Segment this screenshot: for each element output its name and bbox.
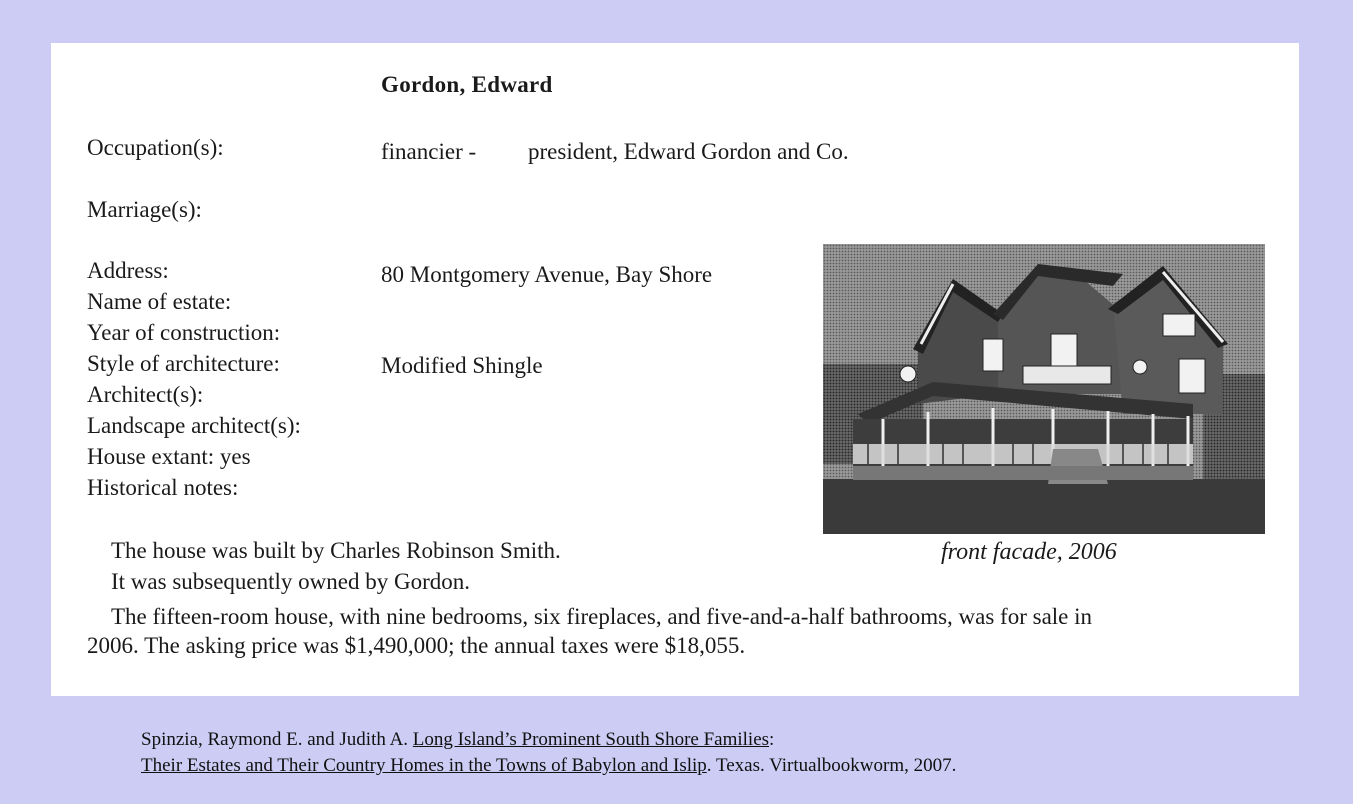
house-photo <box>823 244 1265 534</box>
occupation-label: Occupation(s): <box>87 135 224 160</box>
occupation-value-2: president, Edward Gordon and Co. <box>528 139 849 164</box>
occupation-value-1: financier - <box>381 139 477 164</box>
address-label: Address: <box>87 258 169 283</box>
year-label: Year of construction: <box>87 320 281 345</box>
landscape-label: Landscape architect(s): <box>87 413 301 438</box>
notes-line-3: The fifteen-room house, with nine bedrooms, six fireplaces, and five-and-a-half bathrooms, was for sale in <box>111 604 1093 629</box>
architect-label: Architect(s): <box>87 382 204 407</box>
citation-title-part-2: Their Estates and Their Country Homes in the Towns of Babylon and Islip <box>141 755 707 776</box>
address-value: 80 Montgomery Avenue, Bay Shore <box>381 262 713 287</box>
style-value: Modified Shingle <box>381 353 543 378</box>
photo-caption: front facade, 2006 <box>941 539 1117 565</box>
citation-title-part-1: Long Island’s Prominent South Shore Families <box>412 729 770 750</box>
marriage-label: Marriage(s): <box>87 197 202 222</box>
style-label: Style of architecture: <box>87 351 280 376</box>
citation-publisher: . Texas. Virtualbookworm, 2007. <box>706 755 957 776</box>
notes-label: Historical notes: <box>87 475 239 500</box>
notes-line-1: The house was built by Charles Robinson Smith. <box>111 538 561 563</box>
house-photo-icon <box>823 244 1265 534</box>
citation-authors: Spinzia, Raymond E. and Judith A. <box>141 729 413 750</box>
extant-label: House extant: yes <box>87 444 251 469</box>
citation-colon: : <box>769 729 775 750</box>
citation <box>141 727 956 779</box>
notes-line-4: 2006. The asking price was $1,490,000; the annual taxes were $18,055. <box>87 633 746 658</box>
estate-label: Name of estate: <box>87 289 232 314</box>
citation-line-1 <box>141 727 956 753</box>
document-card <box>51 43 1299 696</box>
entry-name: Gordon, Edward <box>381 72 553 97</box>
citation-line-2 <box>141 753 956 779</box>
notes-line-2: It was subsequently owned by Gordon. <box>111 569 471 594</box>
